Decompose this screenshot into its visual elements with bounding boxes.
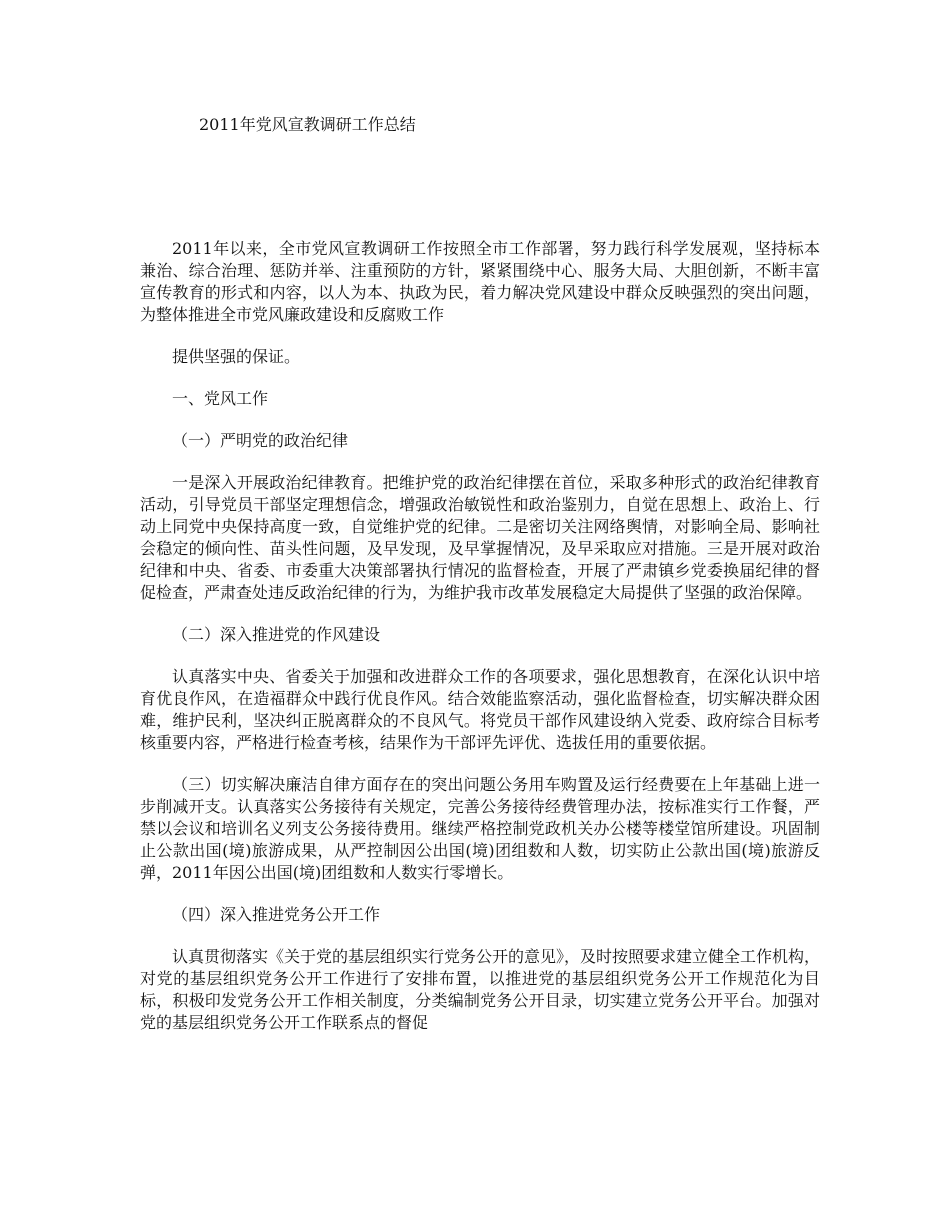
paragraph-self-discipline: （三）切实解决廉洁自律方面存在的突出问题公务用车购置及运行经费要在上年基础上进一步削减开支。认真落实公务接待有关规定，完善公务接待经费管理办法，按标准实行工作餐，严禁以会议和培训名义列支公务接待费用。继续严格控制党政机关办公楼等楼堂馆所建设。巩固制止公款出国(境)旅游成果，从严控制因公出国(境)团组数和人数，切实防止公款出国(境)旅游反弹，2011年因公出国(境)团组数和人数实行零增长。 (140, 775, 820, 882)
intro-paragraph: 2011年以来，全市党风宣教调研工作按照全市工作部署，努力践行科学发展观，坚持标本兼治、综合治理、惩防并举、注重预防的方针，紧紧围绕中心、服务大局、大胆创新，不断丰富宣传教育的形式和内容，以人为本、执政为民，着力解决党风建设中群众反映强烈的突出问题，为整体推进全市党风廉政建设和反腐败工作 (140, 239, 820, 324)
section-heading-party-style: 一、党风工作 (172, 389, 269, 408)
paragraph-work-style: 认真落实中央、省委关于加强和改进群众工作的各项要求，强化思想教育，在深化认识中培育优良作风，在造福群众中践行优良作风。结合效能监察活动，强化监督检查，切实解决群众困难，维护民利，坚决纠正脱离群众的不良风气。将党员干部作风建设纳入党委、政府综合目标考核重要内容，严格进行检查考核，结果作为干部评先评优、选拔任用的重要依据。 (140, 667, 820, 752)
subsection-heading-work-style: （二）深入推进党的作风建设 (172, 625, 381, 644)
document-title: 2011年党风宣教调研工作总结 (199, 115, 416, 134)
document-body (140, 238, 820, 1054)
intro-continuation: 提供坚强的保证。 (172, 347, 301, 366)
subsection-heading-political-discipline: （一）严明党的政治纪律 (172, 431, 349, 450)
paragraph-political-discipline: 一是深入开展政治纪律教育。把维护党的政治纪律摆在首位，采取多种形式的政治纪律教育活动，引导党员干部坚定理想信念，增强政治敏锐性和政治鉴别力，自觉在思想上、政治上、行动上同党中央保持高度一致，自觉维护党的纪律。二是密切关注网络舆情，对影响全局、影响社会稳定的倾向性、苗头性问题，及早发现，及早掌握情况，及早采取应对措施。三是开展对政治纪律和中央、省委、市委重大决策部署执行情况的监督检查，开展了严肃镇乡党委换届纪律的督促检查，严肃查处违反政治纪律的行为，为维护我市改革发展稳定大局提供了坚强的政治保障。 (140, 473, 820, 602)
paragraph-party-affairs: 认真贯彻落实《关于党的基层组织实行党务公开的意见》，及时按照要求建立健全工作机构，对党的基层组织党务公开工作进行了安排布置，以推进党的基层组织党务公开工作规范化为目标，积极印发党务公开工作相关制度，分类编制党务公开目录，切实建立党务公开平台。加强对党的基层组织党务公开工作联系点的督促 (140, 947, 821, 1032)
subsection-heading-party-affairs: （四）深入推进党务公开工作 (172, 905, 381, 924)
